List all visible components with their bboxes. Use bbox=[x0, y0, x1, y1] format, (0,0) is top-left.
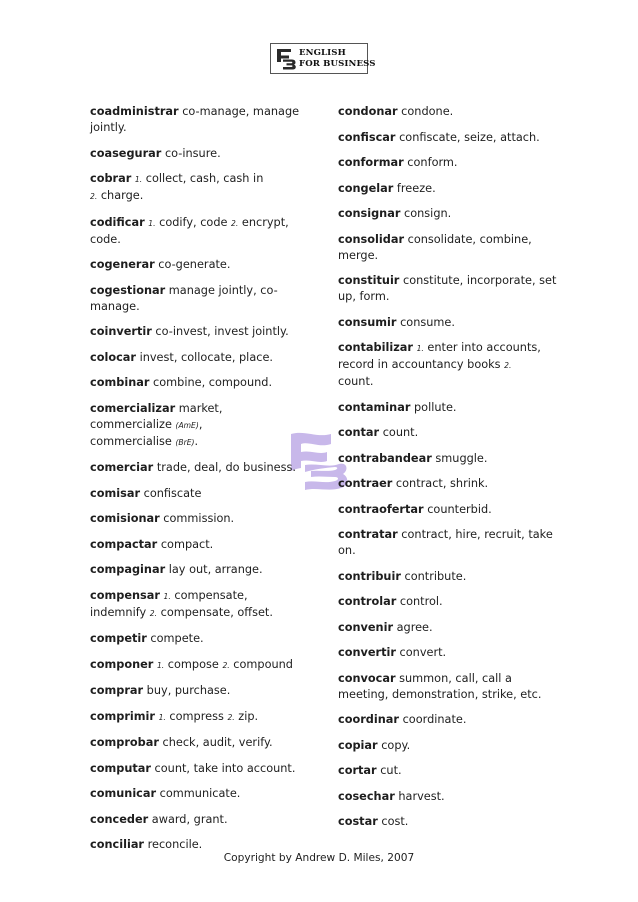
entry-line bbox=[338, 712, 556, 728]
entry-headword: contabilizar bbox=[338, 341, 413, 354]
dictionary-entry bbox=[338, 104, 556, 120]
entry-translation: award, grant. bbox=[148, 812, 228, 826]
entry-translation: contribute. bbox=[400, 569, 467, 583]
dictionary-entry bbox=[338, 130, 556, 146]
sense-number: 1. bbox=[156, 660, 165, 670]
entry-translation: indemnify bbox=[90, 605, 150, 619]
entry-translation: harvest. bbox=[394, 789, 445, 803]
entry-headword: constituir bbox=[338, 274, 400, 287]
entry-headword: consignar bbox=[338, 207, 401, 220]
sense-number: 2. bbox=[149, 608, 158, 618]
entry-line bbox=[90, 257, 308, 273]
entry-line bbox=[90, 120, 308, 136]
dictionary-entry bbox=[338, 476, 556, 492]
sense-number: 1. bbox=[163, 591, 171, 601]
entry-headword: comprobar bbox=[90, 736, 159, 749]
entry-line bbox=[90, 375, 308, 391]
entry-translation: compensate, bbox=[170, 588, 248, 602]
entry-translation: count. bbox=[338, 375, 374, 388]
entry-headword: coordinar bbox=[338, 713, 399, 726]
entry-line bbox=[90, 324, 308, 340]
entry-translation: commercialise bbox=[90, 434, 176, 448]
entry-headword: coasegurar bbox=[90, 146, 162, 160]
entry-translation: trade, deal, do business. bbox=[153, 461, 296, 474]
entry-translation: compete. bbox=[146, 632, 204, 645]
entry-line bbox=[338, 738, 556, 754]
entry-headword: computar bbox=[90, 761, 151, 775]
entry-line bbox=[338, 763, 556, 779]
entry-line bbox=[338, 502, 556, 518]
dictionary-entry bbox=[90, 350, 308, 366]
dictionary-entry bbox=[338, 206, 556, 222]
entry-translation: agree. bbox=[393, 620, 433, 634]
dictionary-entry bbox=[90, 460, 308, 476]
entry-line bbox=[338, 340, 556, 357]
entry-headword: cogenerar bbox=[90, 258, 155, 271]
entry-translation: compensate, offset. bbox=[157, 605, 273, 619]
entry-translation: combine, compound. bbox=[149, 376, 273, 389]
entry-translation: up, form. bbox=[338, 290, 390, 303]
entry-headword: compactar bbox=[90, 537, 158, 551]
dictionary-entry bbox=[90, 709, 308, 726]
entry-line bbox=[90, 188, 308, 205]
entry-headword: comisar bbox=[90, 486, 141, 500]
usage-tag: (BrE) bbox=[175, 437, 195, 447]
dictionary-entry bbox=[90, 146, 308, 162]
dictionary-entry bbox=[90, 657, 308, 674]
entry-line bbox=[90, 460, 308, 476]
entry-headword: copiar bbox=[338, 738, 378, 752]
entry-headword: comercializar bbox=[90, 401, 176, 415]
entry-line bbox=[90, 657, 308, 674]
entry-line bbox=[90, 683, 308, 699]
entry-line bbox=[338, 315, 556, 331]
dictionary-entry bbox=[90, 486, 308, 502]
dictionary-entry bbox=[338, 620, 556, 636]
entry-translation: co-invest, invest jointly. bbox=[151, 325, 289, 338]
dictionary-entry bbox=[338, 155, 556, 171]
dictionary-entry bbox=[338, 315, 556, 331]
entry-translation: cost. bbox=[377, 815, 409, 828]
entry-translation: manage jointly, co- bbox=[165, 283, 278, 297]
dictionary-entry bbox=[90, 631, 308, 647]
entry-headword: componer bbox=[90, 657, 154, 671]
dictionary-entry bbox=[338, 814, 556, 830]
entry-headword: contaminar bbox=[338, 400, 411, 414]
entry-translation: , bbox=[198, 417, 203, 431]
dictionary-entry bbox=[338, 763, 556, 779]
usage-tag: (AmE) bbox=[175, 420, 199, 430]
entry-translation: cut. bbox=[376, 764, 402, 777]
entry-line bbox=[338, 425, 556, 441]
entry-line bbox=[338, 289, 556, 305]
dictionary-entry bbox=[90, 761, 308, 777]
entry-headword: consumir bbox=[338, 315, 397, 329]
dictionary-entry bbox=[338, 340, 556, 390]
sense-number: 1. bbox=[158, 712, 166, 722]
entry-headword: condonar bbox=[338, 105, 398, 118]
entry-headword: comunicar bbox=[90, 787, 157, 800]
entry-line bbox=[90, 588, 308, 605]
dictionary-entry bbox=[90, 562, 308, 578]
dictionary-entry bbox=[90, 215, 308, 248]
entry-translation: buy, purchase. bbox=[143, 684, 231, 697]
entry-translation: consolidate, combine, bbox=[404, 232, 532, 246]
dictionary-entry bbox=[338, 527, 556, 559]
dictionary-entry bbox=[90, 735, 308, 751]
entry-line bbox=[90, 417, 308, 434]
entry-translation: control. bbox=[396, 595, 443, 608]
entry-headword: cobrar bbox=[90, 172, 132, 185]
sense-number: 2. bbox=[231, 218, 239, 228]
entry-headword: coadministrar bbox=[90, 105, 179, 118]
entry-headword: confiscar bbox=[338, 130, 396, 144]
entry-line bbox=[90, 401, 308, 417]
entry-translation: compact. bbox=[157, 537, 214, 551]
dictionary-entry bbox=[90, 511, 308, 527]
entry-line bbox=[90, 434, 308, 451]
entry-translation: copy. bbox=[377, 738, 411, 752]
right-column bbox=[338, 104, 556, 840]
entry-line bbox=[338, 543, 556, 559]
dictionary-entry bbox=[90, 837, 308, 853]
entry-line bbox=[338, 671, 556, 687]
entry-line bbox=[338, 206, 556, 222]
dictionary-entry bbox=[338, 181, 556, 197]
entry-translation: zip. bbox=[234, 709, 259, 723]
entry-headword: competir bbox=[90, 632, 147, 645]
logo-line-1: ENGLISH bbox=[299, 48, 346, 58]
entry-headword: congelar bbox=[338, 181, 394, 195]
dictionary-entry bbox=[90, 812, 308, 828]
entry-line bbox=[338, 248, 556, 264]
entry-translation: on. bbox=[338, 544, 356, 557]
entry-translation: enter into accounts, bbox=[423, 341, 541, 354]
entry-line bbox=[338, 687, 556, 703]
entry-translation: encrypt, bbox=[238, 215, 289, 229]
sense-number: 1. bbox=[134, 175, 143, 184]
dictionary-entry bbox=[90, 257, 308, 273]
entry-headword: coinvertir bbox=[90, 325, 152, 338]
entry-line bbox=[338, 814, 556, 830]
entry-translation: check, audit, verify. bbox=[158, 736, 273, 749]
entry-translation: jointly. bbox=[90, 121, 127, 134]
entry-headword: cortar bbox=[338, 764, 377, 777]
entry-translation: meeting, demonstration, strike, etc. bbox=[338, 687, 542, 701]
entry-translation: codify, code bbox=[155, 215, 232, 229]
entry-translation: co-generate. bbox=[154, 258, 231, 271]
entry-translation: constitute, incorporate, set bbox=[399, 274, 557, 287]
entry-line bbox=[90, 232, 308, 248]
entry-line bbox=[338, 400, 556, 416]
entry-headword: contrabandear bbox=[338, 451, 432, 465]
entry-headword: convenir bbox=[338, 620, 394, 634]
entry-line bbox=[90, 812, 308, 828]
entry-translation: record in accountancy books bbox=[338, 358, 505, 371]
dictionary-entry bbox=[90, 401, 308, 451]
entry-headword: contraer bbox=[338, 477, 393, 490]
entry-line bbox=[338, 130, 556, 146]
sense-number: 2. bbox=[222, 660, 230, 670]
entry-translation: count. bbox=[379, 426, 419, 439]
dictionary-entry bbox=[338, 645, 556, 661]
dictionary-entry bbox=[338, 712, 556, 728]
logo-line-2: FOR BUSINESS bbox=[299, 58, 376, 69]
english-for-business-logo bbox=[270, 43, 376, 74]
sense-number: 1. bbox=[148, 218, 156, 228]
dictionary-entry bbox=[90, 171, 308, 205]
entry-translation: confiscate bbox=[140, 486, 202, 500]
entry-translation: conform. bbox=[403, 156, 458, 169]
entry-line bbox=[338, 789, 556, 805]
dictionary-entry bbox=[338, 738, 556, 754]
entry-line bbox=[338, 594, 556, 610]
entry-headword: contratar bbox=[338, 528, 398, 541]
entry-line bbox=[338, 476, 556, 492]
entry-translation: lay out, arrange. bbox=[165, 563, 263, 576]
entry-translation: collect, cash, cash in bbox=[142, 172, 264, 185]
entry-line bbox=[90, 350, 308, 366]
entry-line bbox=[338, 645, 556, 661]
entry-headword: codificar bbox=[90, 215, 145, 229]
dictionary-entry bbox=[338, 273, 556, 305]
sense-number: 2. bbox=[504, 361, 512, 370]
dictionary-entry bbox=[90, 786, 308, 802]
entry-translation: invest, collocate, place. bbox=[135, 350, 273, 364]
entry-translation: manage. bbox=[90, 299, 140, 313]
entry-line bbox=[338, 620, 556, 636]
entry-translation: co-insure. bbox=[161, 146, 221, 160]
entry-line bbox=[90, 537, 308, 553]
entry-translation: code. bbox=[90, 232, 121, 246]
dictionary-entry bbox=[90, 104, 308, 136]
entry-headword: conformar bbox=[338, 156, 404, 169]
entry-translation: compose bbox=[164, 657, 223, 671]
entry-line bbox=[90, 761, 308, 777]
entry-headword: contar bbox=[338, 426, 380, 439]
entry-headword: controlar bbox=[338, 595, 397, 608]
entry-line bbox=[90, 837, 308, 853]
sense-number: 2. bbox=[90, 192, 98, 201]
entry-translation: market, bbox=[175, 401, 223, 415]
entry-translation: co-manage, manage bbox=[178, 105, 300, 118]
entry-headword: contribuir bbox=[338, 569, 401, 583]
entry-translation: summon, call, call a bbox=[395, 671, 512, 685]
entry-line bbox=[338, 104, 556, 120]
sense-number: 2. bbox=[227, 712, 235, 722]
entry-headword: compaginar bbox=[90, 563, 166, 576]
entry-translation: . bbox=[194, 434, 199, 448]
entry-translation: count, take into account. bbox=[150, 761, 296, 775]
entry-line bbox=[338, 527, 556, 543]
entry-translation: reconcile. bbox=[144, 838, 203, 851]
entry-headword: cogestionar bbox=[90, 283, 166, 297]
copyright-footer: Copyright by Andrew D. Miles, 2007 bbox=[223, 852, 415, 864]
entry-line bbox=[90, 735, 308, 751]
entry-line bbox=[338, 232, 556, 248]
entry-translation: merge. bbox=[338, 248, 379, 262]
dictionary-entry bbox=[90, 588, 308, 622]
entry-line bbox=[90, 171, 308, 188]
entry-headword: contraofertar bbox=[338, 502, 424, 516]
logo-text bbox=[299, 48, 376, 69]
dictionary-entry bbox=[338, 400, 556, 416]
entry-line bbox=[90, 511, 308, 527]
dictionary-entry bbox=[90, 683, 308, 699]
entry-line bbox=[90, 562, 308, 578]
entry-headword: convertir bbox=[338, 646, 396, 659]
left-column bbox=[90, 104, 308, 863]
entry-line bbox=[338, 155, 556, 171]
entry-line bbox=[90, 786, 308, 802]
dictionary-entry bbox=[338, 232, 556, 264]
dictionary-entry bbox=[338, 425, 556, 441]
entry-translation: charge. bbox=[97, 189, 144, 202]
entry-headword: conceder bbox=[90, 812, 149, 826]
entry-line bbox=[90, 709, 308, 726]
dictionary-entry bbox=[90, 375, 308, 391]
entry-line bbox=[90, 631, 308, 647]
entry-line bbox=[90, 104, 308, 120]
entry-translation: compress bbox=[165, 709, 228, 723]
entry-translation: communicate. bbox=[156, 787, 241, 800]
entry-translation: contract, shrink. bbox=[392, 477, 489, 490]
entry-translation: confiscate, seize, attach. bbox=[395, 130, 540, 144]
entry-translation: smuggle. bbox=[431, 451, 488, 465]
entry-line bbox=[90, 146, 308, 162]
entry-line bbox=[90, 486, 308, 502]
dictionary-entry bbox=[90, 283, 308, 315]
entry-headword: combinar bbox=[90, 376, 150, 389]
sense-number: 1. bbox=[416, 344, 424, 353]
dictionary-entry bbox=[338, 789, 556, 805]
entry-translation: convert. bbox=[395, 646, 447, 659]
dictionary-entry bbox=[338, 451, 556, 467]
entry-headword: colocar bbox=[90, 350, 136, 364]
entry-line bbox=[90, 215, 308, 232]
entry-translation: counterbid. bbox=[423, 502, 492, 516]
entry-line bbox=[338, 181, 556, 197]
entry-line bbox=[338, 273, 556, 289]
entry-translation: contract, hire, recruit, take bbox=[397, 528, 553, 541]
entry-headword: comprar bbox=[90, 684, 144, 697]
entry-headword: cosechar bbox=[338, 789, 395, 803]
entry-translation: pollute. bbox=[410, 400, 457, 414]
dictionary-entry bbox=[338, 502, 556, 518]
entry-line bbox=[90, 605, 308, 622]
entry-headword: consolidar bbox=[338, 232, 405, 246]
dictionary-entry bbox=[338, 594, 556, 610]
entry-translation: consume. bbox=[396, 315, 455, 329]
entry-translation: commercialize bbox=[90, 417, 176, 431]
entry-line bbox=[90, 299, 308, 315]
entry-headword: comerciar bbox=[90, 461, 154, 474]
entry-line bbox=[90, 283, 308, 299]
entry-headword: convocar bbox=[338, 671, 396, 685]
entry-translation: consign. bbox=[400, 207, 452, 220]
entry-line bbox=[338, 357, 556, 374]
dictionary-entry bbox=[90, 537, 308, 553]
entry-headword: conciliar bbox=[90, 838, 145, 851]
entry-headword: compensar bbox=[90, 588, 160, 602]
entry-translation: condone. bbox=[397, 105, 454, 118]
entry-translation: freeze. bbox=[393, 181, 436, 195]
entry-headword: comprimir bbox=[90, 709, 155, 723]
entry-line bbox=[338, 569, 556, 585]
dictionary-entry bbox=[338, 569, 556, 585]
entry-translation: compound bbox=[229, 657, 293, 671]
entry-line bbox=[338, 451, 556, 467]
dictionary-entry bbox=[90, 324, 308, 340]
entry-translation: coordinate. bbox=[399, 713, 467, 726]
eb-logo-mark-icon bbox=[276, 48, 296, 70]
entry-line bbox=[338, 374, 556, 390]
dictionary-entry bbox=[338, 671, 556, 703]
entry-headword: costar bbox=[338, 815, 378, 828]
entry-translation: commission. bbox=[159, 512, 235, 525]
entry-headword: comisionar bbox=[90, 512, 160, 525]
